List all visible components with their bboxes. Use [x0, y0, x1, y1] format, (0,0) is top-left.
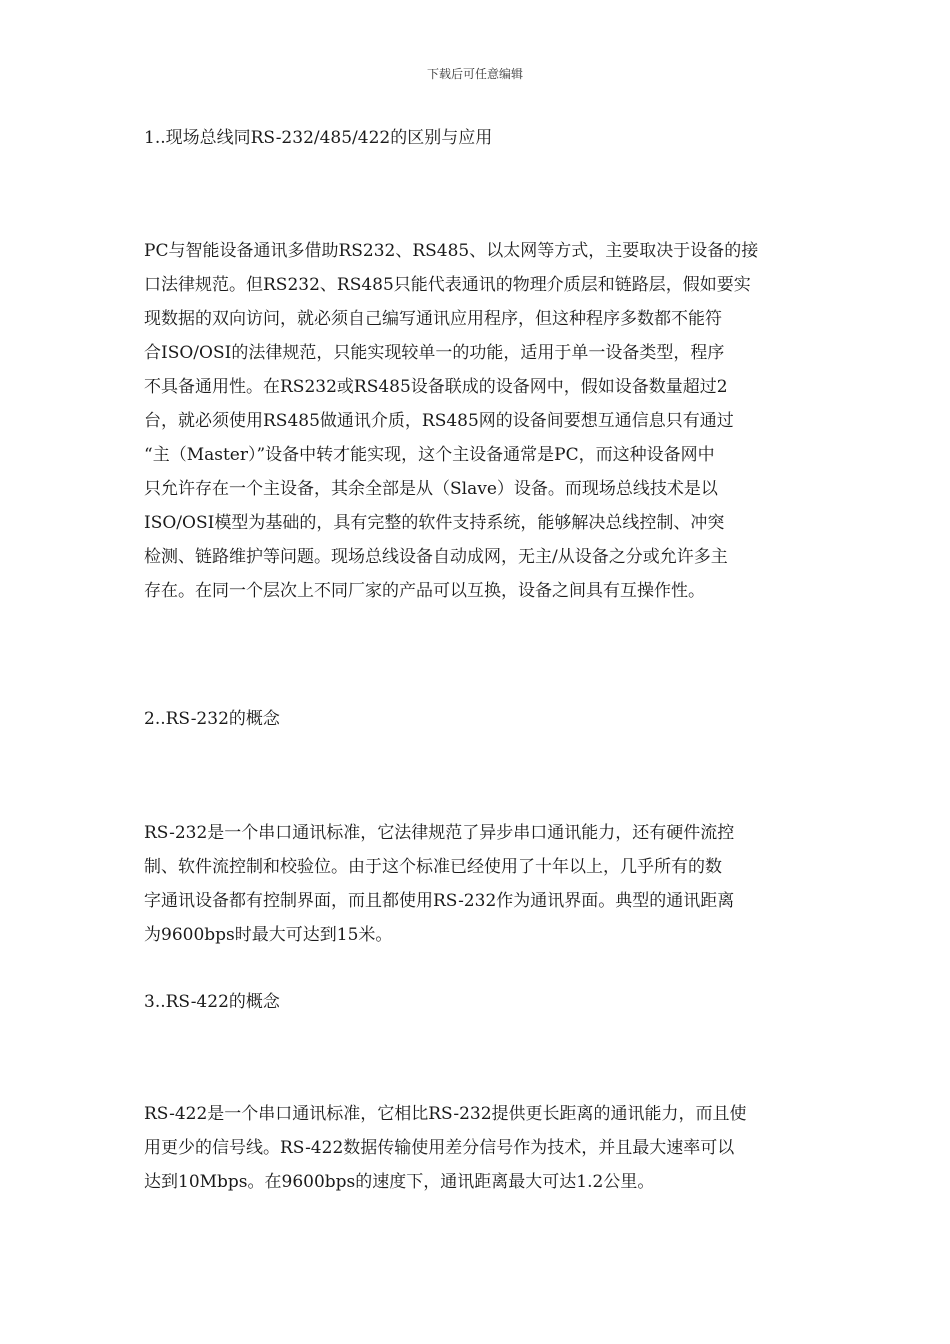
section-heading-1: 1..现场总线同RS-232/485/422的区别与应用: [144, 128, 493, 148]
paragraph-line: RS-422是一个串口通讯标准，它相比RS-232提供更长距离的通讯能力，而且使: [144, 1104, 747, 1124]
paragraph-line: ISO/OSI模型为基础的，具有完整的软件支持系统，能够解决总线控制、冲突: [144, 513, 725, 533]
section-paragraph-3: [144, 1097, 809, 1199]
paragraph-line: 不具备通用性。在RS232或RS485设备联成的设备网中，假如设备数量超过2: [144, 377, 728, 397]
paragraph-line: 只允许存在一个主设备，其余全部是从（Slave）设备。而现场总线技术是以: [144, 479, 718, 499]
page-header-note: 下载后可任意编辑: [426, 67, 523, 81]
paragraph-line: RS-232是一个串口通讯标准，它法律规范了异步串口通讯能力，还有硬件流控: [144, 823, 735, 843]
paragraph-line: 为9600bps时最大可达到15米。: [144, 925, 393, 945]
paragraph-line: 制、软件流控制和校验位。由于这个标准已经使用了十年以上，几乎所有的数: [144, 857, 722, 877]
paragraph-line: 存在。在同一个层次上不同厂家的产品可以互换，设备之间具有互操作性。: [144, 581, 705, 601]
paragraph-line: 检测、链路维护等问题。现场总线设备自动成网，无主/从设备之分或允许多主: [144, 547, 728, 567]
paragraph-line: 字通讯设备都有控制界面，而且都使用RS-232作为通讯界面。典型的通讯距离: [144, 891, 735, 911]
paragraph-line: 达到10Mbps。在9600bps的速度下，通讯距离最大可达1.2公里。: [144, 1172, 655, 1192]
paragraph-line: 现数据的双向访问，就必须自己编写通讯应用程序，但这种程序多数都不能符: [144, 309, 722, 329]
section-paragraph-1: [144, 234, 809, 608]
paragraph-line: 用更少的信号线。RS-422数据传输使用差分信号作为技术，并且最大速率可以: [144, 1138, 735, 1158]
paragraph-line: 台，就必须使用RS485做通讯介质，RS485网的设备间要想互通信息只有通过: [144, 411, 734, 431]
paragraph-line: 合ISO/OSI的法律规范，只能实现较单一的功能，适用于单一设备类型，程序: [144, 343, 725, 363]
paragraph-line: 口法律规范。但RS232、RS485只能代表通讯的物理介质层和链路层，假如要实: [144, 275, 751, 295]
section-heading-3: 3..RS-422的概念: [144, 992, 280, 1012]
section-paragraph-2: [144, 816, 809, 952]
paragraph-line: PC与智能设备通讯多借助RS232、RS485、以太网等方式，主要取决于设备的接: [144, 241, 759, 261]
section-heading-2: 2..RS-232的概念: [144, 709, 280, 729]
paragraph-line: “主（Master）”设备中转才能实现，这个主设备通常是PC，而这种设备网中: [144, 445, 715, 465]
